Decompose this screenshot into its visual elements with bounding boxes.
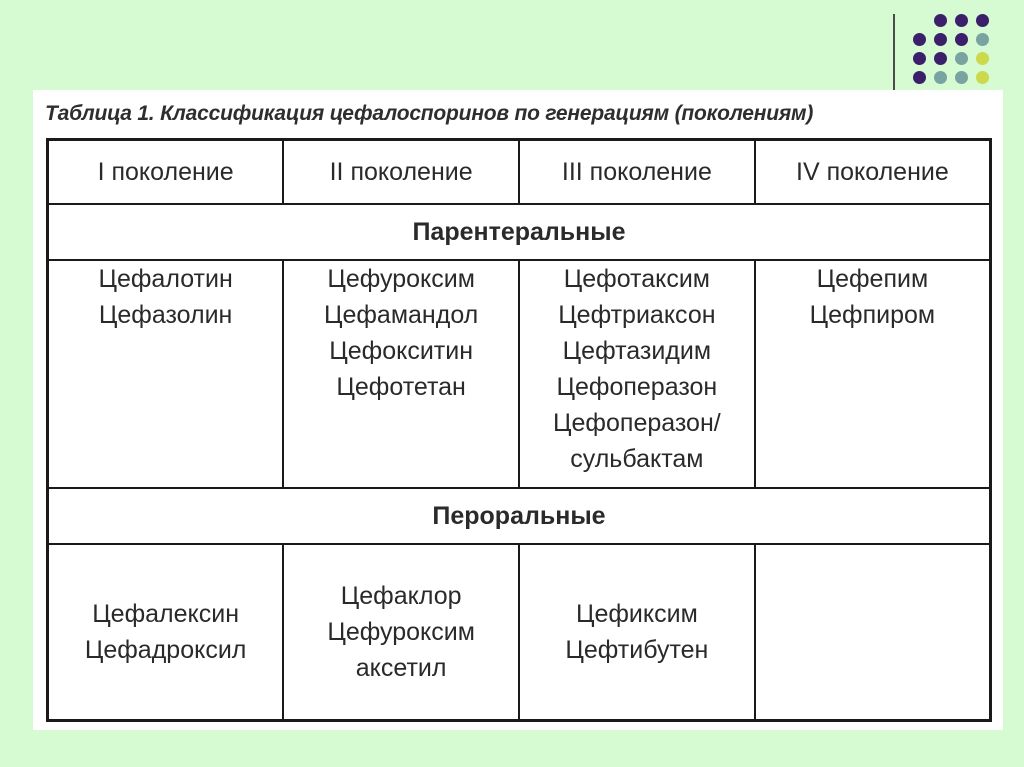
- cell-parenteral-gen-1: [48, 260, 284, 488]
- drug-name: Цефамандол: [323, 301, 479, 329]
- decorative-dot: [934, 33, 947, 46]
- decorative-dot: [913, 71, 926, 84]
- cell-oral-gen-3: [519, 544, 755, 721]
- table-row-oral: [48, 544, 991, 721]
- section-row-oral: [48, 488, 991, 544]
- table-card: [33, 90, 1003, 730]
- decorative-dot: [934, 52, 947, 65]
- drug-name: Цефокситин: [329, 337, 474, 365]
- table-row-parenteral: [48, 260, 991, 488]
- drug-name: Цефуроксим: [327, 265, 475, 293]
- drug-name: Цефазолин: [98, 301, 233, 329]
- decorative-dot: [976, 71, 989, 84]
- decorative-dot: [976, 52, 989, 65]
- cell-oral-gen-1: [48, 544, 284, 721]
- drug-name: Цефоперазон: [556, 373, 718, 401]
- decorative-dot: [913, 52, 926, 65]
- drug-name: сульбактам: [570, 445, 704, 473]
- drug-name: Цефотаксим: [563, 265, 710, 293]
- decorative-dot: [955, 33, 968, 46]
- drug-name: Цефаклор: [340, 582, 462, 610]
- drug-name: Цефпиром: [809, 301, 936, 329]
- decorative-dot: [955, 52, 968, 65]
- section-row-parenteral: [48, 204, 991, 260]
- drug-name: Цефадроксил: [84, 636, 247, 664]
- table-caption: Таблица 1. Классификация цефалоспоринов по генерациям (поколениям): [45, 102, 814, 125]
- drug-name: Цефотетан: [336, 373, 466, 401]
- drug-name: Цефиксим: [575, 600, 698, 628]
- decorative-dot: [976, 33, 989, 46]
- decorative-dot: [934, 14, 947, 27]
- header-gen-2: II поколение: [283, 140, 519, 205]
- decorative-dot: [913, 33, 926, 46]
- drug-name: Цефтибутен: [565, 636, 709, 664]
- section-label-oral: Пероральные: [48, 488, 991, 544]
- drug-name: Цефуроксим: [327, 618, 475, 646]
- cell-parenteral-gen-4: [755, 260, 991, 488]
- drug-name: Цефепим: [816, 265, 929, 293]
- cell-oral-gen-4: [755, 544, 991, 721]
- cell-oral-gen-2: [283, 544, 519, 721]
- drug-name: Цефоперазон/: [553, 409, 721, 437]
- drug-name: Цефтазидим: [562, 337, 712, 365]
- header-gen-3: III поколение: [519, 140, 755, 205]
- decorative-dot-grid: [913, 14, 993, 88]
- header-gen-4: IV поколение: [755, 140, 991, 205]
- drug-name: Цефалексин: [92, 600, 240, 628]
- cell-parenteral-gen-3: [519, 260, 755, 488]
- drug-name: Цефтриаксон: [558, 301, 716, 329]
- decorative-dot: [955, 71, 968, 84]
- cephalosporin-generation-table: [46, 138, 992, 722]
- header-gen-1: I поколение: [48, 140, 284, 205]
- cell-parenteral-gen-2: [283, 260, 519, 488]
- drug-name: аксетил: [355, 654, 447, 682]
- decorative-dot: [976, 14, 989, 27]
- decorative-dot: [934, 71, 947, 84]
- section-label-parenteral: Парентеральные: [48, 204, 991, 260]
- decorative-vertical-line: [893, 14, 895, 90]
- header-row: [48, 140, 991, 205]
- decorative-dot: [955, 14, 968, 27]
- drug-name: Цефалотин: [98, 265, 233, 293]
